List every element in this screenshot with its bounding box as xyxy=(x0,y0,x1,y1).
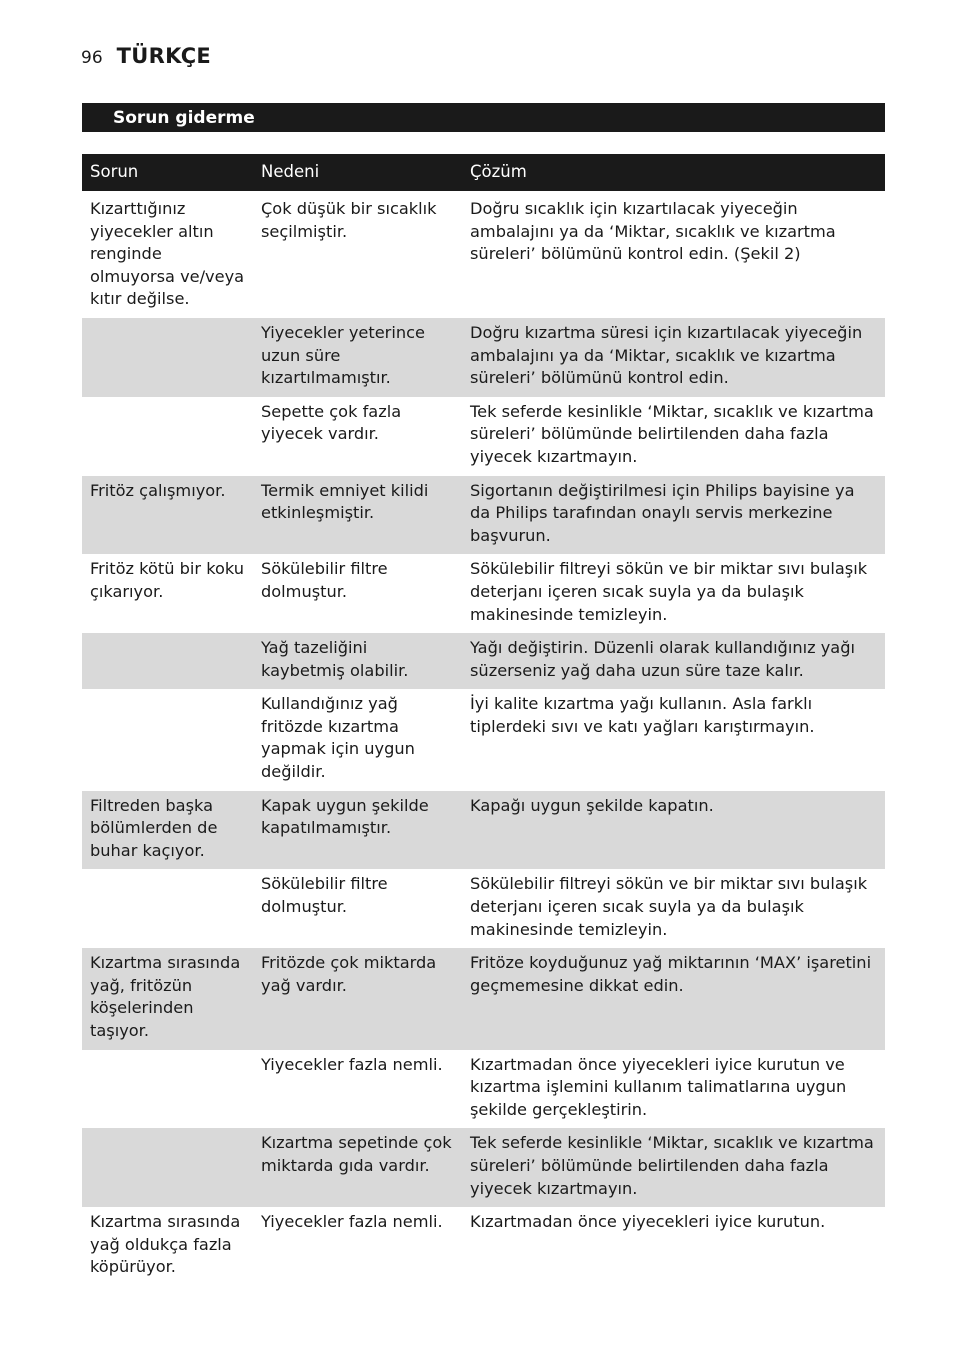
table-row xyxy=(82,397,885,476)
table-row xyxy=(82,948,885,1049)
column-header-problem: Sorun xyxy=(82,154,253,191)
solution-cell: Fritöze koyduğunuz yağ miktarının ‘MAX’ işaretini geçmemesine dikkat edin. xyxy=(462,948,885,1049)
problem-cell: Kızartma sırasında yağ, fritözün köşelerinden taşıyor. xyxy=(82,948,253,1049)
problem-cell: Fritöz kötü bir koku çıkarıyor. xyxy=(90,559,245,601)
table-row xyxy=(82,633,885,689)
table-header-row xyxy=(82,154,885,191)
problem-cell xyxy=(82,689,253,790)
cause-cell: Yiyecekler yeterince uzun süre kızartılmamıştır. xyxy=(253,318,462,397)
cause-cell: Kızartma sepetinde çok miktarda gıda vardır. xyxy=(253,1128,462,1207)
cause-cell: Sepette çok fazla yiyecek vardır. xyxy=(261,401,402,444)
column-header-cause: Nedeni xyxy=(253,154,462,191)
cause-cell: Çok düşük bir sıcaklık seçilmiştir. xyxy=(261,199,437,241)
page-number: 96 xyxy=(81,48,103,68)
cause-cell: Termik emniyet kilidi etkinleşmiştir. xyxy=(253,476,462,555)
page-header xyxy=(81,44,211,76)
solution-cell: Kızartmadan önce yiyecekleri iyice kurutun. xyxy=(470,1212,826,1232)
troubleshooting-table xyxy=(82,154,885,1286)
solution-cell: Tek seferde kesinlikle ‘Miktar, sıcaklık ve kızartma süreleri’ bölümünde belirtilenden daha fazla yiyecek kızartmayın. xyxy=(462,1128,885,1207)
solution-cell: Kapağı uygun şekilde kapatın. xyxy=(462,791,885,870)
table-row xyxy=(82,318,885,397)
table-row xyxy=(82,869,885,948)
table-row xyxy=(82,1050,885,1129)
solution-cell: Sökülebilir filtreyi sökün ve bir miktar sıvı bulaşık deterjanı içeren sıcak suyla ya da bulaşık makinesinde temizleyin. xyxy=(470,874,868,939)
cause-cell: Yiyecekler fazla nemli. xyxy=(261,1054,443,1074)
column-header-solution: Çözüm xyxy=(462,154,885,191)
table-row xyxy=(82,476,885,555)
table-row xyxy=(82,1207,885,1286)
problem-cell: Kızarttığınız yiyecekler altın renginde olmuyorsa ve/veya kıtır değilse. xyxy=(90,199,245,309)
problem-cell xyxy=(82,397,253,476)
solution-cell: Sökülebilir filtreyi sökün ve bir miktar sıvı bulaşık deterjanı içeren sıcak suyla ya da bulaşık makinesinde temizleyin. xyxy=(470,559,868,624)
table-row xyxy=(82,791,885,870)
problem-cell xyxy=(82,1128,253,1207)
problem-cell xyxy=(82,869,253,948)
solution-cell: Kızartmadan önce yiyecekleri iyice kurutun ve kızartma işlemini kullanım talimatlarına uygun şekilde gerçekleştirin. xyxy=(470,1054,847,1119)
solution-cell: Yağı değiştirin. Düzenli olarak kullandığınız yağı süzerseniz yağ daha uzun süre taze kalır. xyxy=(462,633,885,689)
solution-cell: Sigortanın değiştirilmesi için Philips bayisine ya da Philips tarafından onaylı servis merkezine başvurun. xyxy=(462,476,885,555)
solution-cell: Tek seferde kesinlikle ‘Miktar, sıcaklık ve kızartma süreleri’ bölümünde belirtilenden daha fazla yiyecek kızartmayın. xyxy=(470,401,874,466)
cause-cell: Yağ tazeliğini kaybetmiş olabilir. xyxy=(253,633,462,689)
cause-cell: Fritözde çok miktarda yağ vardır. xyxy=(253,948,462,1049)
cause-cell: Sökülebilir filtre dolmuştur. xyxy=(261,874,388,917)
table-row xyxy=(82,1128,885,1207)
solution-cell: Doğru kızartma süresi için kızartılacak yiyeceğin ambalajını ya da ‘Miktar, sıcaklık ve kızartma süreleri’ bölümünü kontrol edin. xyxy=(462,318,885,397)
problem-cell xyxy=(82,318,253,397)
language-title: TÜRKÇE xyxy=(116,44,212,68)
section-title-bar xyxy=(82,103,885,132)
cause-cell: Sökülebilir filtre dolmuştur. xyxy=(261,559,388,601)
solution-cell: Doğru sıcaklık için kızartılacak yiyeceğin ambalajını ya da ‘Miktar, sıcaklık ve kızartma süreleri’ bölümünü kontrol edin. (Şekil 2) xyxy=(470,199,836,264)
problem-cell: Filtreden başka bölümlerden de buhar kaçıyor. xyxy=(82,791,253,870)
cause-cell: Kullandığınız yağ fritözde kızartma yapmak için uygun değildir. xyxy=(261,694,415,782)
problem-cell xyxy=(82,633,253,689)
cause-cell: Yiyecekler fazla nemli. xyxy=(261,1212,443,1232)
table-row xyxy=(82,689,885,790)
table-row xyxy=(82,554,885,633)
problem-cell: Fritöz çalışmıyor. xyxy=(82,476,253,555)
solution-cell: İyi kalite kızartma yağı kullanın. Asla farklı tiplerdeki sıvı ve katı yağları karıştırmayın. xyxy=(470,694,815,736)
problem-cell xyxy=(82,1050,253,1129)
problem-cell: Kızartma sırasında yağ oldukça fazla köpürüyor. xyxy=(90,1212,241,1277)
section-title: Sorun giderme xyxy=(113,108,255,128)
cause-cell: Kapak uygun şekilde kapatılmamıştır. xyxy=(253,791,462,870)
table-row xyxy=(82,191,885,318)
